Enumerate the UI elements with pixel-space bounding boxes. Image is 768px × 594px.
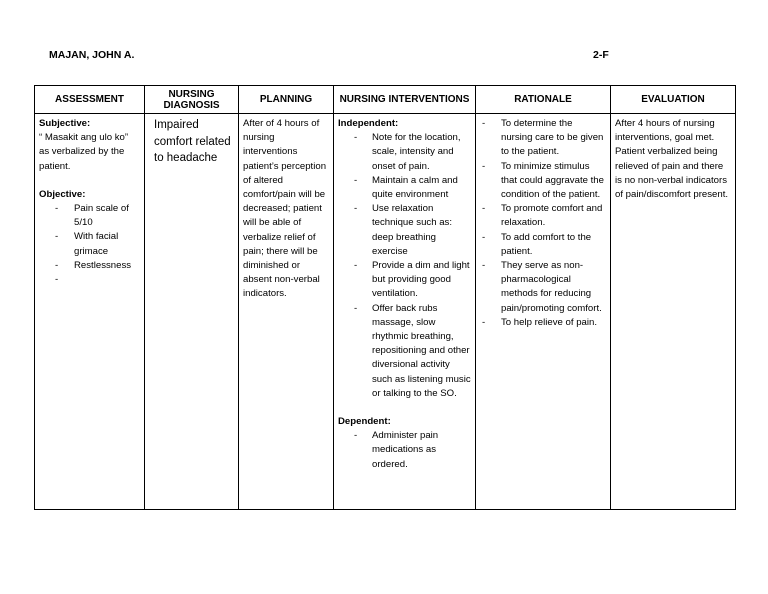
evaluation-text: After 4 hours of nursing interventions, goal met. Patient verbalized being relieved of pain and there is no non-verbal indicators of pain/discomfort present. xyxy=(615,118,729,201)
dependent-list xyxy=(338,429,471,472)
col-header-planning: PLANNING xyxy=(239,86,334,114)
list-item: - To minimize stimulus that could aggravate the condition of the patient. xyxy=(480,160,606,203)
interventions-cell xyxy=(334,114,476,510)
table-header-row xyxy=(35,86,736,114)
section-code: 2-F xyxy=(593,49,609,61)
planning-text: After of 4 hours of nursing interventions patient’s perception of altered comfort/pain will be decreased; patient will be able of verbalize relief of pain; there will be diminished or absent non-verbal indicators. xyxy=(243,118,327,300)
col-header-interventions: NURSING INTERVENTIONS xyxy=(334,86,476,114)
care-plan-table xyxy=(34,85,736,510)
objective-label: Objective: xyxy=(39,188,86,200)
col-header-diagnosis: NURSING DIAGNOSIS xyxy=(145,86,239,114)
list-item: - Maintain a calm and quite environment xyxy=(338,174,471,202)
dependent-label: Dependent: xyxy=(338,416,391,428)
list-item: - To help relieve of pain. xyxy=(480,316,606,330)
col-header-rationale: RATIONALE xyxy=(476,86,611,114)
col-header-assessment: ASSESSMENT xyxy=(35,86,145,114)
table-row xyxy=(35,114,736,510)
subjective-label: Subjective: xyxy=(39,118,91,129)
list-item: - To promote comfort and relaxation. xyxy=(480,202,606,230)
list-item: - With facial grimace xyxy=(39,230,140,258)
independent-label: Independent: xyxy=(338,118,399,129)
rationale-cell xyxy=(476,114,611,510)
rationale-list xyxy=(480,117,606,330)
list-item: - Use relaxation technique such as: deep breathing exercise xyxy=(338,202,471,259)
assessment-cell xyxy=(35,114,145,510)
patient-name: MAJAN, JOHN A. xyxy=(49,49,135,61)
list-item: - Restlessness xyxy=(39,259,140,273)
list-item: - They serve as non-pharmacological methods for reducing pain/promoting comfort. xyxy=(480,259,606,316)
independent-list xyxy=(338,131,471,401)
objective-list xyxy=(39,202,140,273)
evaluation-cell xyxy=(611,114,736,510)
list-item: - Offer back rubs massage, slow rhythmic breathing, repositioning and other diversional activity such as listening music or talking to the SO. xyxy=(338,302,471,401)
list-item: - Note for the location, scale, intensity and onset of pain. xyxy=(338,131,471,174)
list-item: - Provide a dim and light but providing good ventilation. xyxy=(338,259,471,302)
diagnosis-cell xyxy=(145,114,239,510)
planning-cell xyxy=(239,114,334,510)
diagnosis-text: Impaired comfort related to headache xyxy=(154,119,231,164)
list-item: - To add comfort to the patient. xyxy=(480,231,606,259)
subjective-text: “ Masakit ang ulo ko” as verbalized by the patient. xyxy=(39,132,129,172)
col-header-evaluation: EVALUATION xyxy=(611,86,736,114)
list-item: - Pain scale of 5/10 xyxy=(39,202,140,230)
list-item: - To determine the nursing care to be given to the patient. xyxy=(480,117,606,160)
list-item: - Administer pain medications as ordered. xyxy=(338,429,471,472)
